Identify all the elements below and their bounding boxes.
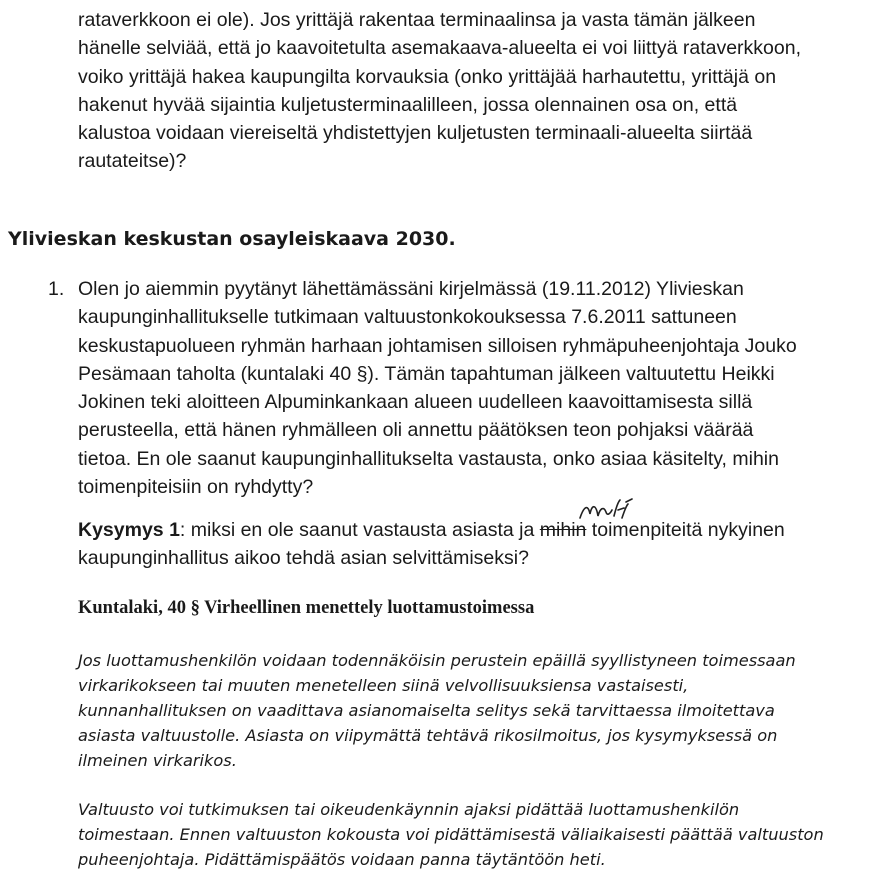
text-line: Jos luottamushenkilön voidaan todennäköisin perustein epäillä syyllistyneen toimessaan [78,651,796,670]
law-title: Kuntalaki, 40 § Virheellinen menettely luottamustoimessa [78,598,535,618]
text-line: perusteella, että hänen ryhmälleen oli annettu päätöksen teon pohjaksi väärää [78,419,754,442]
text-line: rautateitse)? [78,150,187,173]
text-line: kaupunginhallitus aikoo tehdä asian selvittämiseksi? [78,547,529,570]
struck-word: mihin [539,519,587,541]
text-line: virkarikokseen tai muuten menetelleen siinä velvollisuuksiensa vastaisesti, [78,676,689,695]
text-line: tietoa. En ole saanut kaupunginhallitukselta vastausta, onko asiaa käsitelty, mihin [78,447,779,470]
text-line: asiasta valtuustolle. Asiasta on viipymättä tehtävä rikosilmoitus, jos kysymyksessä on [78,726,778,745]
list-item-number: 1. [48,278,65,300]
text-line: kunnanhallituksen on vaadittava asianomaiselta selitys sekä tarvittaessa ilmoitettava [78,701,775,720]
question-text: toimenpiteitä nykyinen [586,519,785,541]
text-line: hänelle selviää, että jo kaavoitetulta asemakaava-alueelta ei voi liittyä rataverkkoon, [78,37,801,60]
text-line: kalustoa voidaan viereiseltä yhdistettyjen kuljetusten terminaali-alueelta siirtää [78,122,753,145]
text-line [78,516,868,544]
text-line: rataverkkoon ei ole). Jos yrittäjä rakentaa terminaalinsa ja vasta tämän jälkeen [78,9,756,31]
text-line: Jokinen teki aloitteen Alpuminkankaan alueen uudelleen kaavoittamisesta sillä [78,391,753,414]
list-item-body [78,275,868,501]
law-paragraph-1 [78,648,878,773]
text-line: ilmeinen virkarikos. [78,751,237,770]
text-line: keskustapuolueen ryhmän harhaan johtamisen silloisen ryhmäpuheenjohtaja Jouko [78,334,797,357]
text-line: Valtuusto voi tutkimuksen tai oikeudenkäynnin ajaksi pidättää luottamushenkilön [78,800,740,819]
text-line: toimenpiteisiin on ryhdytty? [78,476,314,499]
law-paragraph-2 [78,797,878,872]
text-line: puheenjohtaja. Pidättämispäätös voidaan panna täytäntöön heti. [78,850,606,869]
text-line: hakenut hyvää sijaintia kuljetusterminaalilleen, jossa olennainen osa on, että [78,93,738,116]
section-heading: Ylivieskan keskustan osayleiskaava 2030. [8,228,456,250]
text-line: kaupunginhallitukselle tutkimaan valtuustonkokouksessa 7.6.2011 sattuneen [78,306,737,329]
text-line: Olen jo aiemmin pyytänyt lähettämässäni kirjelmässä (19.11.2012) Ylivieskan [78,278,744,300]
question-1 [78,516,868,573]
question-text: : miksi en ole saanut vastausta asiasta ja [179,519,540,541]
text-line: Pesämaan taholta (kuntalaki 40 §). Tämän tapahtuman jälkeen valtuutettu Heikki [78,362,775,385]
question-label: Kysymys 1 [78,519,180,541]
intro-paragraph [78,6,868,176]
text-line: toimestaan. Ennen valtuuston kokousta voi pidättämisestä väliaikaisesti päättää valtuuston [78,825,824,844]
text-line: voiko yrittäjä hakea kaupungilta korvauksia (onko yrittäjää harhautettu, yrittäjä on [78,65,777,88]
